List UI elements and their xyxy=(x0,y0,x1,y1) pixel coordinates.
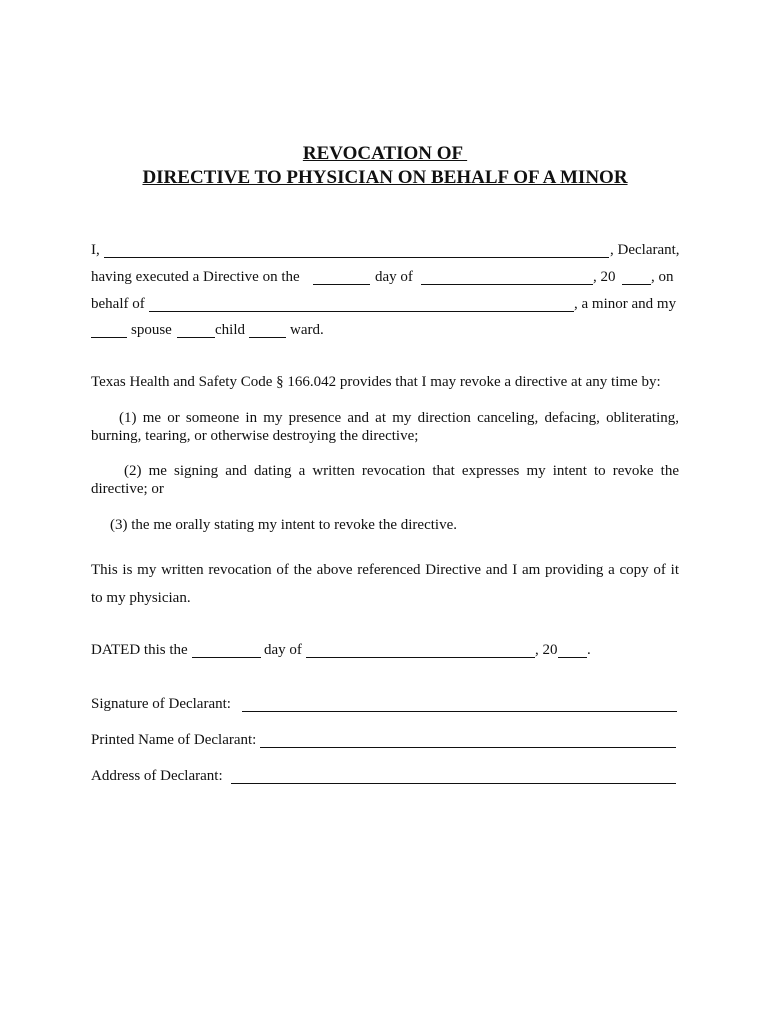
behalf-of-text: behalf of xyxy=(91,296,145,312)
signature-line[interactable] xyxy=(242,710,677,712)
declarant-label: , Declarant, xyxy=(610,242,680,258)
dated-year-prefix: , 20 xyxy=(535,642,558,658)
on-text: , on xyxy=(651,269,674,285)
minor-name-blank[interactable] xyxy=(149,310,574,312)
dated-period: . xyxy=(587,642,591,658)
item-2-line-1: (2) me signing and dating a written revocation that expresses my intent to revoke the xyxy=(124,463,679,479)
ward-blank[interactable] xyxy=(249,336,286,338)
directive-month-blank[interactable] xyxy=(421,283,593,285)
code-intro: Texas Health and Safety Code § 166.042 provides that I may revoke a directive at any time by: xyxy=(91,374,661,390)
child-text: child xyxy=(215,322,245,338)
minor-and-my-text: , a minor and my xyxy=(574,296,677,312)
dated-day-of: day of xyxy=(264,642,302,658)
title-line-2: DIRECTIVE TO PHYSICIAN ON BEHALF OF A MINOR xyxy=(142,167,628,188)
printed-name-label: Printed Name of Declarant: xyxy=(91,732,257,748)
printed-name-line[interactable] xyxy=(260,746,676,748)
directive-day-blank[interactable] xyxy=(313,283,370,285)
statement-line-1: This is my written revocation of the above referenced Directive and I am providing a copy of it xyxy=(91,562,679,578)
item-3: (3) the me orally stating my intent to revoke the directive. xyxy=(110,517,457,533)
dated-day-blank[interactable] xyxy=(192,656,261,658)
title-line-1: REVOCATION OF xyxy=(302,143,468,164)
address-label: Address of Declarant: xyxy=(91,768,223,784)
address-line[interactable] xyxy=(231,782,676,784)
dated-month-blank[interactable] xyxy=(306,656,535,658)
directive-year-blank[interactable] xyxy=(622,283,651,285)
declarant-name-blank[interactable] xyxy=(104,256,609,258)
spouse-text: spouse xyxy=(131,322,172,338)
statement-line-2: to my physician. xyxy=(91,590,191,606)
item-2-line-2: directive; or xyxy=(91,481,164,497)
ward-text: ward. xyxy=(290,322,324,338)
declaration-i: I, xyxy=(91,242,100,258)
executed-text: having executed a Directive on the xyxy=(91,269,300,285)
item-1-line-1: (1) me or someone in my presence and at my direction canceling, defacing, obliterating, xyxy=(119,410,679,426)
item-1-line-2: burning, tearing, or otherwise destroying the directive; xyxy=(91,428,419,444)
child-blank[interactable] xyxy=(177,336,215,338)
year-prefix: , 20 xyxy=(593,269,616,285)
day-of-text: day of xyxy=(375,269,413,285)
dated-text: DATED this the xyxy=(91,642,188,658)
signature-label: Signature of Declarant: xyxy=(91,696,231,712)
spouse-blank[interactable] xyxy=(91,336,127,338)
dated-year-blank[interactable] xyxy=(558,656,587,658)
